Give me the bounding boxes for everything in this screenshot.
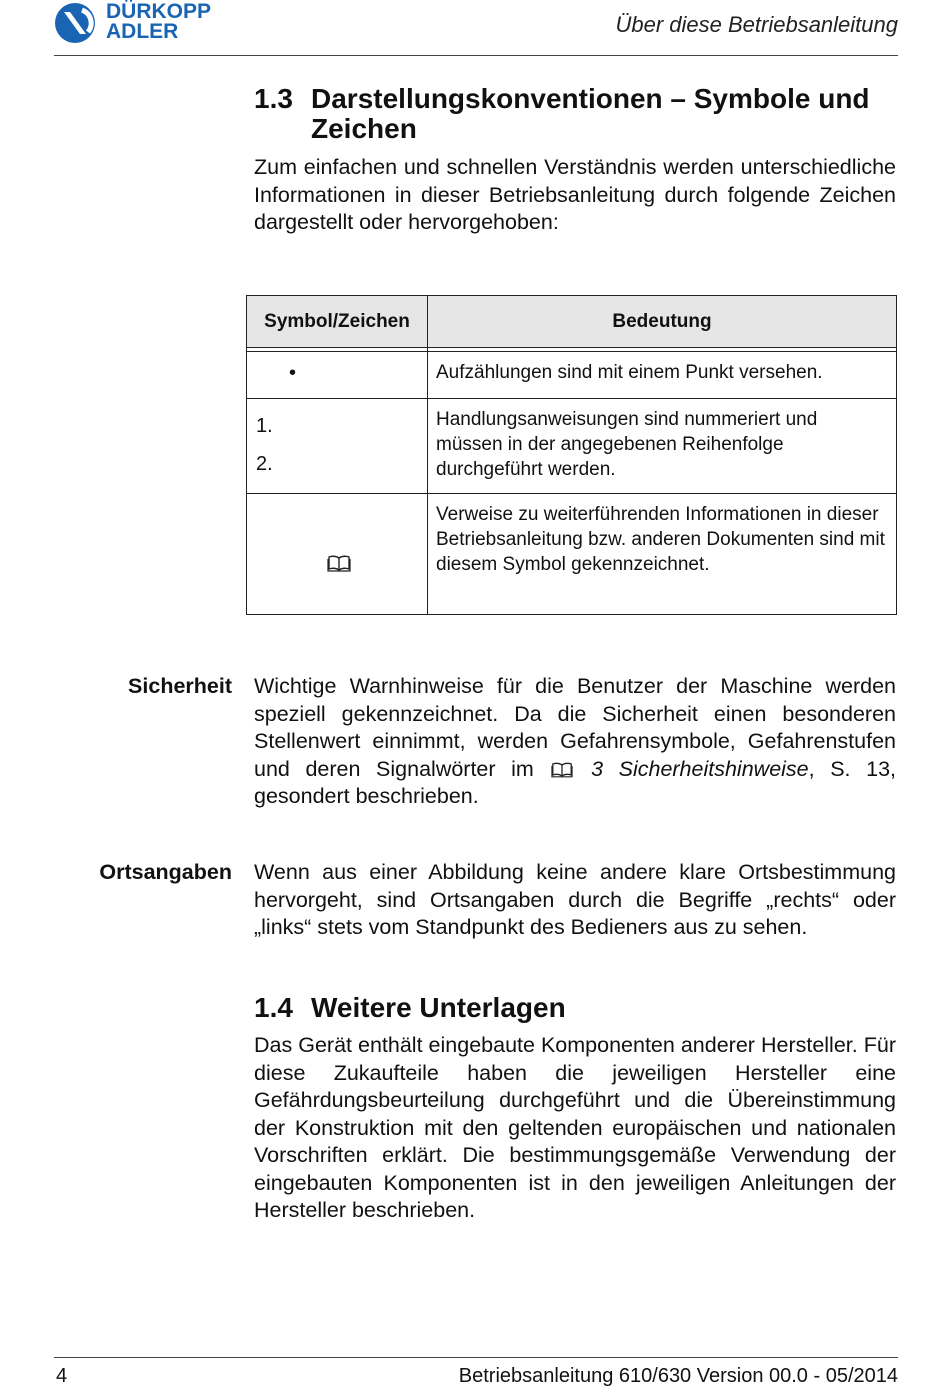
- logo-line-1: DÜRKOPP: [106, 0, 212, 23]
- numbered-symbols: [256, 407, 273, 483]
- table-row: [247, 352, 896, 399]
- table-cell-symbol: [247, 494, 428, 614]
- section-1-4-heading: [254, 993, 894, 1023]
- table-gap-cell: [247, 348, 428, 351]
- bullet-symbol: •: [289, 362, 297, 384]
- section-number: 1.4: [254, 992, 293, 1023]
- section-1-3-intro: Zum einfachen und schnellen Verständnis werden unterschiedliche Informationen in dieser Betriebsanleitung durch folgende Zeichen dargestellt oder hervorgehoben:: [254, 155, 896, 234]
- book-icon: [327, 554, 351, 572]
- number-symbol-1: 1.: [256, 415, 273, 437]
- ortsangaben-text: Wenn aus einer Abbildung keine andere klare Ortsbestimmung hervorgeht, sind Ortsangaben durch die Begriffe „rechts“ oder „links“ stets vom Standpunkt des Bedieners aus zu sehen.: [254, 860, 896, 939]
- sicherheit-reference-link[interactable]: 3 Sicherheitshinweise: [591, 756, 809, 781]
- table-cell-meaning: Verweise zu weiterführenden Informationen in dieser Betriebsanleitung bzw. anderen Dokumenten sind mit diesem Symbol gekennzeichnet.: [436, 504, 885, 575]
- sicherheit-label: Sicherheit: [128, 674, 232, 698]
- section-number: 1.3: [254, 83, 293, 114]
- table-cell-symbol: [247, 399, 428, 493]
- duerkopp-adler-logo: [54, 2, 224, 46]
- header-title: Über diese Betriebsanleitung: [615, 12, 898, 37]
- table-cell-meaning: Handlungsanweisungen sind nummeriert und müssen in der angegebenen Reihenfolge durchgeführt werden.: [436, 409, 818, 480]
- ortsangaben-label: Ortsangaben: [99, 860, 232, 884]
- section-1-4-text: Das Gerät enthält eingebaute Komponenten anderer Hersteller. Für diese Zukaufteile haben die jeweiligen Hersteller eine Gefährdungsbeurteilung durchgeführt und die Übereinstimmung der Konstruktion mit den geltenden europäischen und nationalen Vorschriften erklärt. Die bestimmungsgemäße Verwendung der eingebauten Komponenten ist in den jeweiligen Anleitungen der Hersteller beschrieben.: [254, 1033, 896, 1222]
- section-1-3-heading: [254, 84, 894, 144]
- table-cell-symbol: [247, 352, 428, 398]
- table-cell-meaning: Aufzählungen sind mit einem Punkt versehen.: [436, 362, 823, 383]
- book-icon: [551, 761, 573, 778]
- number-symbol-2: 2.: [256, 453, 273, 475]
- footer-document-info: Betriebsanleitung 610/630 Version 00.0 - 05/2014: [458, 1365, 898, 1387]
- table-header: [247, 296, 896, 348]
- table-row: [247, 399, 896, 494]
- page-number: 4: [56, 1365, 68, 1387]
- table-header-meaning: Bedeutung: [612, 310, 712, 332]
- footer-divider: [54, 1357, 898, 1358]
- symbol-table: [246, 295, 897, 615]
- logo-line-2: ADLER: [106, 20, 179, 43]
- logo-mark-icon: [54, 2, 102, 44]
- table-gap-cell: [428, 348, 896, 351]
- sicherheit-text-before: Wichtige Warnhinweise für die Benutzer der Maschine werden speziell gekennzeichnet. Da die Sicherheit einen besonderen Stellenwert einnimmt, werden Gefahrensymbole, Gefahrenstufen und deren Signalwörter im: [254, 674, 896, 781]
- sicherheit-text-after: , S. 13, gesondert beschrieben.: [254, 756, 897, 808]
- header-divider: [54, 55, 898, 56]
- table-header-symbol: Symbol/Zeichen: [247, 296, 428, 347]
- table-row: [247, 494, 896, 614]
- sicherheit-text: [254, 673, 896, 811]
- section-title: Darstellungskonventionen – Symbole und Zeichen: [311, 83, 870, 144]
- logo-wordmark: [106, 2, 211, 42]
- section-title: Weitere Unterlagen: [311, 992, 566, 1023]
